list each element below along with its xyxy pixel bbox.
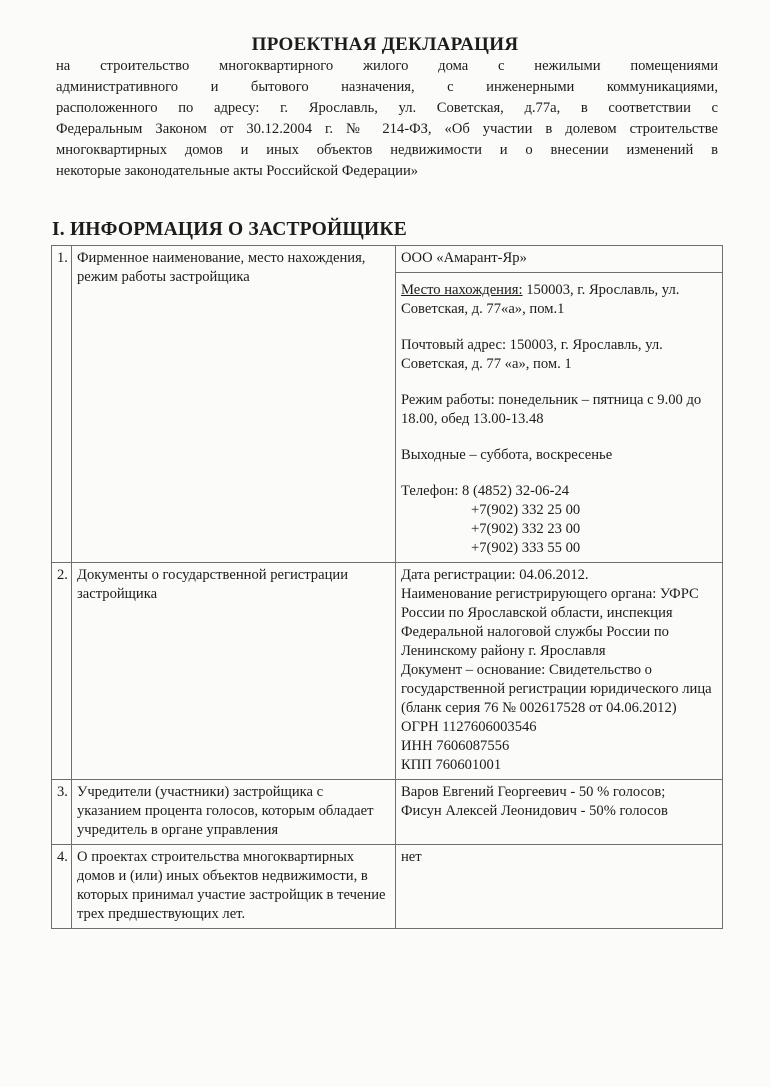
row-number: 3. (52, 780, 72, 845)
intro-line: на строительство многоквартирного жилого дома с нежилыми помещениями (56, 58, 718, 74)
table-row (52, 246, 723, 273)
phone-line: +7(902) 332 25 00 (471, 502, 581, 518)
registration-line: Наименование регистрирующего органа: УФРС России по Ярославской области, инспекция Федеральной налоговой службы России по Ленинскому району г. Ярославля (401, 586, 699, 659)
table-row (52, 780, 723, 845)
postal-address: Почтовый адрес: 150003, г. Ярославль, ул. Советская, д. 77 «а», пом. 1 (401, 337, 663, 372)
contact-details (396, 273, 723, 563)
row-label: Документы о государственной регистрации застройщика (72, 563, 396, 780)
section-title: I. ИНФОРМАЦИЯ О ЗАСТРОЙЩИКЕ (52, 219, 407, 240)
intro-line: Федеральным Законом от 30.12.2004 г. № 214-ФЗ, «Об участии в долевом строительстве (56, 121, 718, 137)
location-label: Место нахождения: (401, 282, 523, 298)
registration-line: Дата регистрации: 04.06.2012. (401, 567, 589, 583)
row-number: 1. (52, 246, 72, 563)
intro-line: расположенного по адресу: г. Ярославль, ул. Советская, д.77а, в соответствии с (56, 100, 718, 116)
location (401, 281, 717, 319)
registration-line: Документ – основание: Свидетельство о государственной регистрации юридического лица (401, 662, 712, 697)
row-label: О проектах строительства многоквартирных домов и (или) иных объектов недвижимости, в которых принимал участие застройщик в течение трех предшествующих лет. (72, 845, 396, 929)
phone-line: +7(902) 332 23 00 (471, 521, 581, 537)
intro-paragraph (56, 56, 718, 182)
row-label: Учредители (участники) застройщика с указанием процента голосов, которым обладает учредитель в органе управления (72, 780, 396, 845)
company-name: ООО «Амарант-Яр» (396, 246, 723, 273)
developer-info-table (51, 245, 723, 929)
row-number: 2. (52, 563, 72, 780)
intro-line: многоквартирных домов и иных объектов недвижимости и о внесении изменений в (56, 142, 718, 158)
page-title: ПРОЕКТНАЯ ДЕКЛАРАЦИЯ (251, 34, 519, 55)
founder-line: Варов Евгений Георгеевич - 50 % голосов; (401, 784, 666, 800)
registration-line: КПП 760601001 (401, 757, 502, 773)
intro-line: административного и бытового назначения, с инженерными коммуникациями, (56, 79, 718, 95)
weekend-days: Выходные – суббота, воскресенье (401, 447, 613, 463)
table-row (52, 845, 723, 929)
phone-line: +7(902) 333 55 00 (471, 540, 581, 556)
location-value: 150003, г. Ярославль, ул. Советская, д. 77«а», пом.1 (401, 282, 680, 317)
working-hours: Режим работы: понедельник – пятница с 9.00 до 18.00, обед 13.00-13.48 (401, 392, 702, 427)
table-row (52, 563, 723, 780)
founders (396, 780, 723, 845)
founder-line: Фисун Алексей Леонидович - 50% голосов (401, 803, 668, 819)
registration-details (396, 563, 723, 780)
row-number: 4. (52, 845, 72, 929)
registration-line: ОГРН 1127606003546 (401, 719, 537, 735)
row-label: Фирменное наименование, место нахождения, режим работы застройщика (72, 246, 396, 563)
phone-line: Телефон: 8 (4852) 32-06-24 (401, 483, 570, 499)
previous-projects: нет (396, 845, 723, 929)
registration-line: ИНН 7606087556 (401, 738, 510, 754)
registration-line: (бланк серия 76 № 002617528 от 04.06.2012) (401, 700, 677, 716)
intro-line: некоторые законодательные акты Российской Федерации» (56, 163, 419, 179)
